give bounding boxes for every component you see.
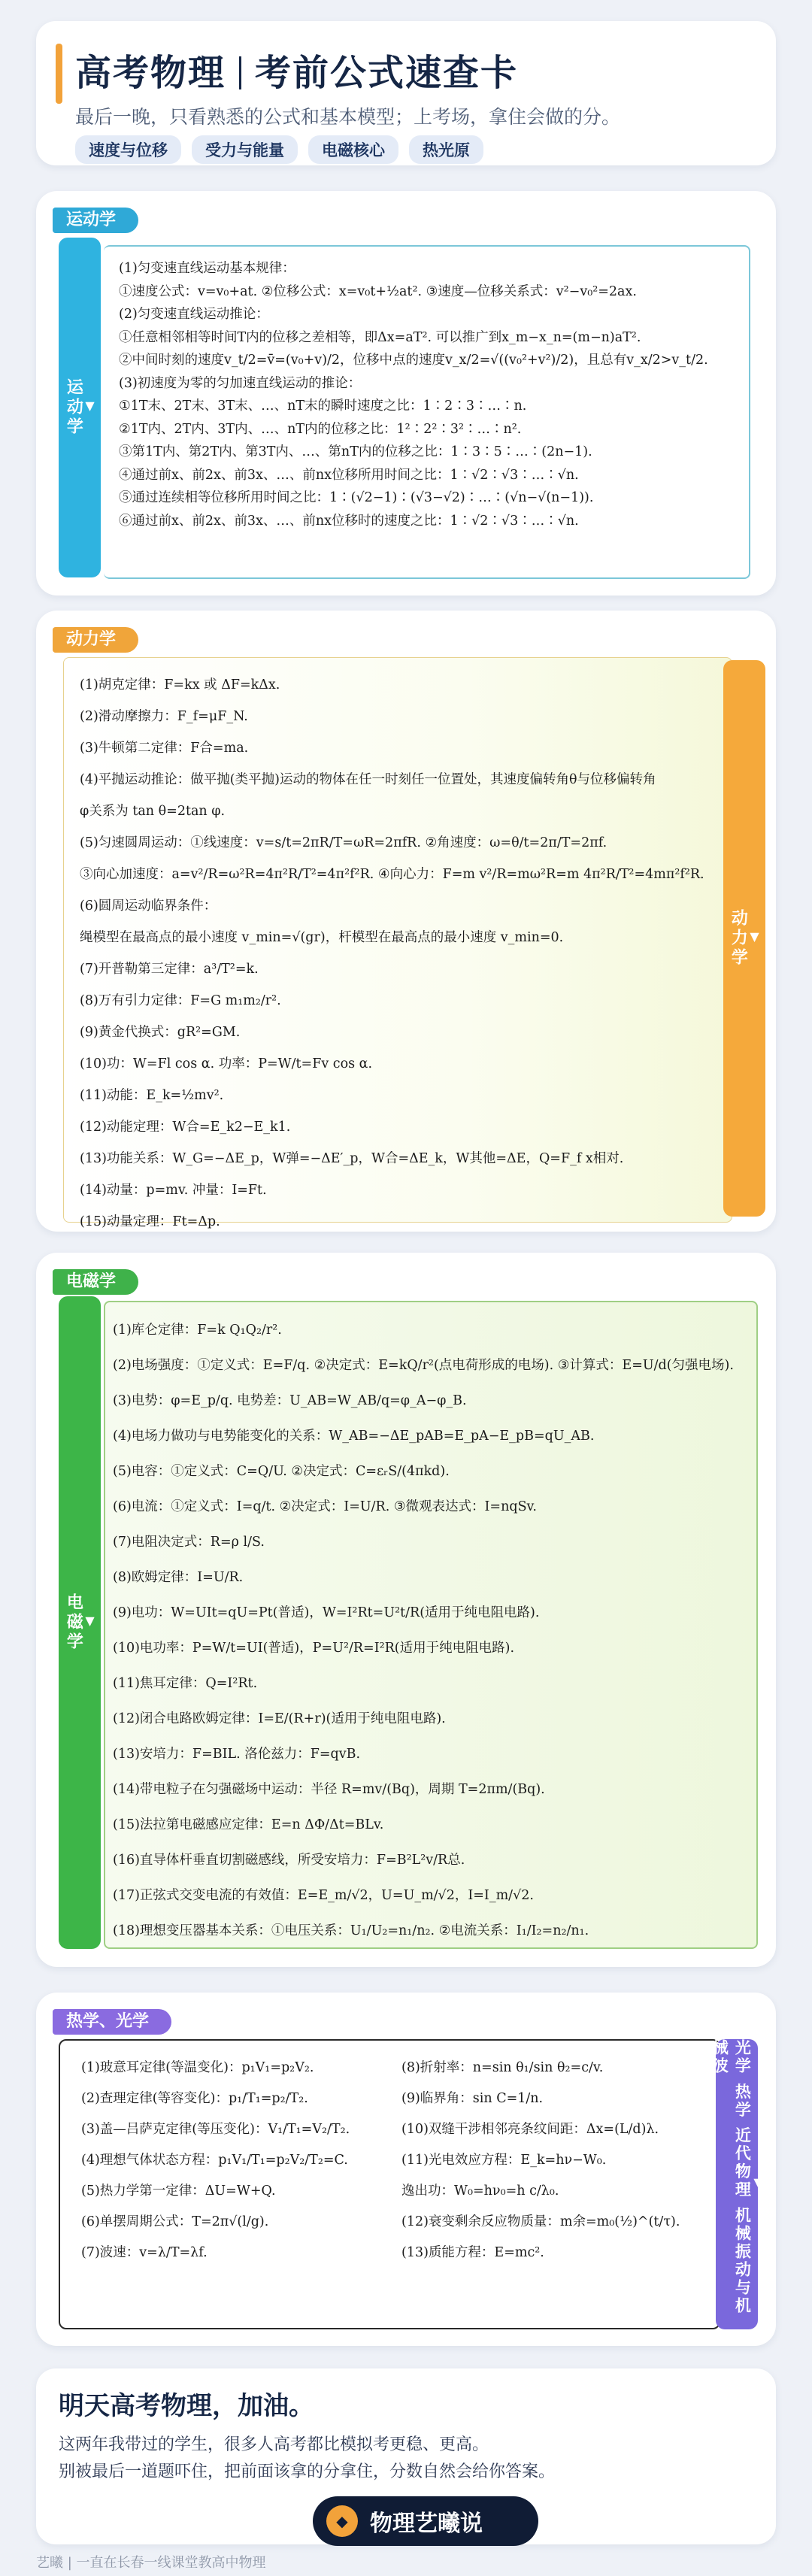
formula-line: (16)直导体杆垂直切割磁感线，所受安培力：F=B²L²v/R总. [113,1853,465,1868]
formula-line: ⑥通过前x、前2x、前3x、…、前nx位移时的速度之比：1∶√2∶√3∶…∶√n. [119,513,579,529]
formula-line: 绳模型在最高点的最小速度 v_min=√(gr)，杆模型在最高点的最小速度 v_min=0. [80,930,564,945]
formula-line: (3)初速度为零的匀加速直线运动的推论： [119,375,362,391]
formula-line: (5)热力学第一定律：ΔU=W+Q. [81,2184,276,2199]
formula-line: ①任意相邻相等时间T内的位移之差相等，即Δx=aT². 可以推广到x_m−x_n=(m−n)aT². [119,329,641,345]
formula-line: (3)牛顿第二定律：F合=ma. [80,741,249,756]
brand-name: 物理艺曦说 [370,2511,483,2537]
footer-paragraph-1: 这两年我带过的学生，很多人高考都比模拟考更稳、更高。 [59,2435,489,2454]
formula-line: (7)开普勒第三定律：a³/T²=k. [80,962,259,977]
chip-heat-optics[interactable]: 热光原 [409,135,483,164]
page-title [75,44,518,95]
title-right: 考前公式速查卡 [255,52,519,94]
formula-line: (12)动能定理：W合=E_k2−E_k1. [80,1120,291,1135]
formula-line: (1)胡克定律：F=kx 或 ΔF=kΔx. [80,677,280,692]
formula-line: (7)电阻决定式：R=ρ l/S. [113,1535,265,1550]
formula-line: (6)圆周运动临界条件： [80,899,217,914]
formula-line: (12)衰变剩余反应物质量：m余=m₀(½)^(t/τ). [401,2214,680,2229]
formula-line: (14)动量：p=mv. 冲量：I=Ft. [80,1183,267,1198]
formula-line: ③向心加速度：a=v²/R=ω²R=4π²R/T²=4π²f²R. ④向心力：F=m v²/R=mω²R=m 4π²R/T²=4mπ²f²R. [80,867,704,882]
dynamics-tag: 动力学 [53,627,138,653]
formula-line: (1)匀变速直线运动基本规律： [119,261,295,276]
formula-line: (10)双缝干涉相邻亮条纹间距：Δx=(L/d)λ. [401,2122,659,2137]
formula-line: (12)闭合电路欧姆定律：I=E/(R+r)(适用于纯电阻电路). [113,1711,446,1726]
kinematics-formulas [119,257,743,532]
arrow-down-icon: ▼ [753,2174,765,2190]
formula-line: (10)电功率：P=W/t=UI(普适)，P=U²/R=I²R(适用于纯电阻电路). [113,1641,515,1656]
dynamics-formulas [80,669,719,1232]
kinematics-side-text: 运动学 [64,378,83,437]
formula-line: (4)理想气体状态方程：p₁V₁/T₁=p₂V₂/T₂=C. [81,2153,348,2168]
heat-optics-card [36,1993,776,2346]
formula-line: (13)安培力：F=BIL. 洛伦兹力：F=qvB. [113,1747,361,1762]
formula-line: ②1T内、2T内、3T内、…、nT内的位移之比：1²∶2²∶3²∶…∶n². [119,421,522,437]
em-tag: 电磁学 [53,1269,138,1295]
formula-line: (2)查理定律(等容变化)：p₁/T₁=p₂/T₂. [81,2091,308,2106]
chip-force-energy[interactable]: 受力与能量 [192,135,298,164]
title-left: 高考物理 [75,52,226,94]
formula-line: (10)功：W=Fl cos α. 功率：P=W/t=Fv cos α. [80,1056,373,1071]
formula-line: (11)光电效应方程：E_k=hν−W₀. [401,2153,607,2168]
footer-paragraph-2: 别被最后一道题吓住，把前面该拿的分拿住，分数自然会给你答案。 [59,2462,556,2481]
page-subtitle: 最后一晚，只看熟悉的公式和基本模型；上考场，拿住会做的分。 [75,106,621,128]
footer-card [36,2368,776,2544]
heat-formulas [81,2053,404,2268]
formula-line: (4)平抛运动推论：做平抛(类平抛)运动的物体在任一时刻任一位置处，其速度偏转角θ与位移偏转角 [80,772,656,787]
arrow-down-icon: ▼ [85,398,98,413]
formula-line: (13)质能方程：E=mc². [401,2245,544,2260]
formula-line: (9)电功：W=UIt=qU=Pt(普适)，W=I²Rt=U²t/R(适用于纯电阻电路). [113,1605,540,1620]
formula-line: (2)电场强度：①定义式：E=F/q. ②决定式：E=kQ/r²(点电荷形成的电场). ③计算式：E=U/d(匀强电场). [113,1358,734,1373]
header-card [36,21,776,165]
formula-line: ④通过前x、前2x、前3x、…、前nx位移所用时间之比：1∶√2∶√3∶…∶√n. [119,467,579,483]
formula-line: 逸出功：W₀=hν₀=h c/λ₀. [401,2184,559,2199]
heat-optics-tag: 热学、光学 [53,2009,171,2035]
formula-line: (8)折射率：n=sin θ₁/sin θ₂=c/v. [401,2060,604,2075]
heat-optics-side-text: 光学 热学 近代物理 机械振动与机械波 [710,2039,752,2315]
formula-line: (9)临界角：sin C=1/n. [401,2091,544,2106]
formula-line: (2)匀变速直线运动推论： [119,307,269,322]
formula-line: ①速度公式：v=v₀+at. ②位移公式：x=v₀t+½at². ③速度—位移关系式：v²−v₀²=2ax. [119,283,637,299]
formula-line: (13)功能关系：W_G=−ΔE_p，W弹=−ΔE′_p，W合=ΔE_k，W其他=ΔE，Q=F_f x相对. [80,1151,624,1166]
formula-line: (8)万有引力定律：F=G m₁m₂/r². [80,993,281,1008]
formula-line: (11)焦耳定律：Q=I²Rt. [113,1676,258,1691]
em-formulas [113,1313,752,1949]
formula-line: (3)电势：φ=E_p/q. 电势差：U_AB=W_AB/q=φ_A−φ_B. [113,1393,467,1408]
formula-line: (4)电场力做功与电势能变化的关系：W_AB=−ΔE_pAB=E_pA−E_pB=qU_AB. [113,1429,595,1444]
kinematics-card [36,191,776,596]
formula-line: ①1T末、2T末、3T末、…、nT末的瞬时速度之比：1∶2∶3∶…∶n. [119,399,527,414]
brand-logo-icon: ◆ [326,2505,358,2537]
footer-title: 明天高考物理，加油。 [59,2391,314,2421]
formula-line: (2)滑动摩擦力：F_f=μF_N. [80,709,248,724]
accent-bar [56,44,62,104]
formula-line: (7)波速：v=λ/T=λf. [81,2245,208,2260]
dynamics-side-label [723,660,765,1217]
formula-line: (6)单摆周期公式：T=2π√(l/g). [81,2214,269,2229]
formula-line: (15)法拉第电磁感应定律：E=n ΔΦ/Δt=BLv. [113,1817,384,1832]
em-side-label [59,1296,101,1949]
chip-em[interactable]: 电磁核心 [308,135,398,164]
dynamics-side-text: 动力学 [729,909,748,968]
title-divider [239,56,241,89]
optics-formulas [401,2053,710,2268]
arrow-down-icon: ▼ [85,1613,98,1628]
formula-line: (5)电容：①定义式：C=Q/U. ②决定式：C=εᵣS/(4πkd). [113,1464,450,1479]
dynamics-card [36,611,776,1232]
formula-line: (8)欧姆定律：I=U/R. [113,1570,244,1585]
formula-line: (17)正弦式交变电流的有效值：E=E_m/√2，U=U_m/√2，I=I_m/√2. [113,1888,534,1903]
brand-badge[interactable] [313,2496,538,2546]
arrow-down-icon: ▼ [750,929,762,944]
kinematics-side-label [59,238,101,577]
em-side-text: 电磁学 [64,1593,83,1652]
chip-kinematics[interactable]: 速度与位移 [75,135,181,164]
formula-line: (1)库仑定律：F=k Q₁Q₂/r². [113,1323,282,1338]
formula-line: ②中间时刻的速度v_t/2=v̄=(v₀+v)/2，位移中点的速度v_x/2=√((v₀²+v²)/2)，且总有v_x/2>v_t/2. [119,353,708,368]
formula-line: (1)玻意耳定律(等温变化)：p₁V₁=p₂V₂. [81,2060,314,2075]
formula-line: ③第1T内、第2T内、第3T内、…、第nT内的位移之比：1∶3∶5∶…∶(2n−1). [119,444,592,459]
formula-line: φ关系为 tan θ=2tan φ. [80,804,226,819]
kinematics-tag: 运动学 [53,208,138,233]
formula-line: (15)动量定理：Ft=Δp. [80,1214,220,1229]
heat-optics-side-label [710,2039,765,2329]
formula-line: (14)带电粒子在匀强磁场中运动：半径 R=mv/(Bq)，周期 T=2πm/(Bq). [113,1782,545,1797]
author-credit: 艺曦 | 一直在长春一线课堂教高中物理 [36,2555,266,2571]
em-card [36,1253,776,1967]
formula-line: ⑤通过连续相等位移所用时间之比：1∶(√2−1)∶(√3−√2)∶…∶(√n−√(n−1)). [119,490,594,505]
formula-line: (3)盖—吕萨克定律(等压变化)：V₁/T₁=V₂/T₂. [81,2122,350,2137]
formula-line: (6)电流：①定义式：I=q/t. ②决定式：I=U/R. ③微观表达式：I=nqSv. [113,1499,537,1514]
formula-line: (5)匀速圆周运动：①线速度：v=s/t=2πR/T=ωR=2πfR. ②角速度：ω=θ/t=2π/T=2πf. [80,835,607,850]
formula-line: (11)动能：E_k=½mv². [80,1088,224,1103]
formula-line: (18)理想变压器基本关系：①电压关系：U₁/U₂=n₁/n₂. ②电流关系：I₁/I₂=n₂/n₁. [113,1923,589,1938]
topic-chips [75,135,483,164]
formula-line: (9)黄金代换式：gR²=GM. [80,1025,241,1040]
